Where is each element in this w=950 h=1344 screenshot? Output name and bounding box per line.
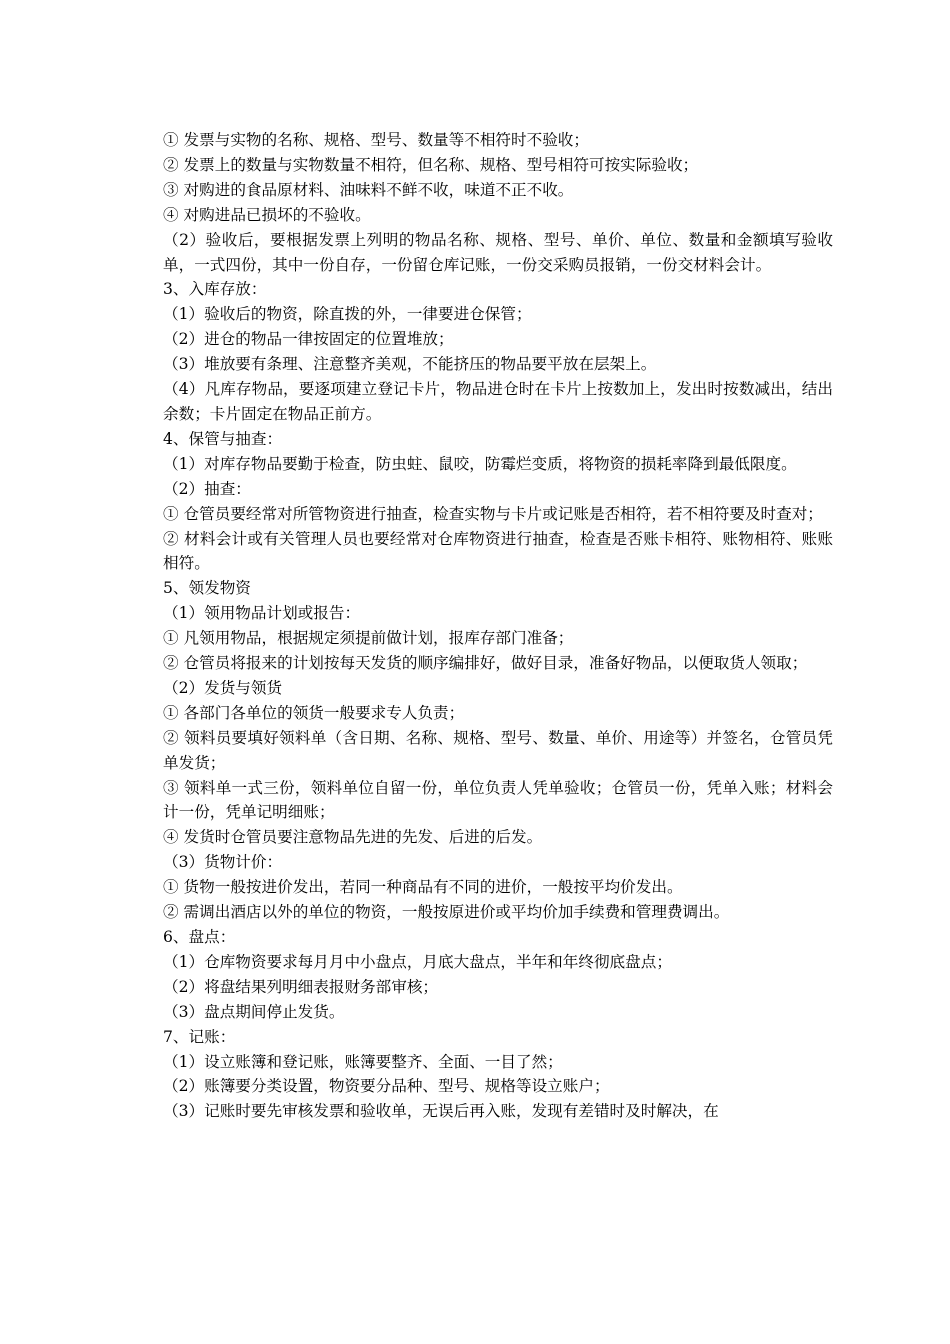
paragraph: ② 材料会计或有关管理人员也要经常对仓库物资进行抽查，检查是否账卡相符、账物相符、账账相符。 [163, 529, 833, 573]
paragraph: （2）账簿要分类设置，物资要分品种、型号、规格等设立账户； [163, 1077, 610, 1096]
paragraph: （1）仓库物资要求每月月中小盘点，月底大盘点，半年和年终彻底盘点； [163, 952, 672, 971]
section-heading: 6、盘点： [163, 928, 236, 946]
paragraph: （3）货物计价： [163, 853, 283, 872]
section-heading: 4、保管与抽查： [163, 429, 283, 448]
paragraph: ② 需调出酒店以外的单位的物资，一般按原进价或平均价加手续费和管理费调出。 [163, 903, 730, 922]
section-heading: 3、入库存放： [163, 280, 267, 299]
paragraph: ④ 对购进品已损坏的不验收。 [163, 205, 371, 224]
paragraph: （2）验收后，要根据发票上列明的物品名称、规格、型号、单价、单位、数量和金额填写验收单，一式四份，其中一份自存，一份留仓库记账，一份交采购员报销，一份交材料会计。 [163, 230, 833, 274]
paragraph: （4）凡库存物品，要逐项建立登记卡片，物品进仓时在卡片上按数加上，发出时按数减出，结出余数；卡片固定在物品正前方。 [163, 380, 833, 423]
paragraph: ② 领料员要填好领料单（含日期、名称、规格、型号、数量、单价、用途等）并签名，仓管员凭单发货； [163, 728, 833, 772]
paragraph: ② 仓管员将报来的计划按每天发货的顺序编排好，做好目录，准备好物品，以便取货人领取； [163, 654, 808, 673]
paragraph: （3）盘点期间停止发货。 [163, 1002, 345, 1021]
paragraph: ③ 领料单一式三份，领料单位自留一份，单位负责人凭单验收；仓管员一份，凭单入账；材料会计一份，凭单记明细账； [163, 778, 833, 822]
paragraph: ② 发票上的数量与实物数量不相符，但名称、规格、型号相符可按实际验收； [163, 155, 699, 174]
paragraph: （2）将盘结果列明细表报财务部审核； [163, 977, 439, 996]
paragraph: ① 凡领用物品，根据规定须提前做计划，报库存部门准备； [163, 629, 574, 648]
paragraph: （2）进仓的物品一律按固定的位置堆放； [163, 330, 454, 349]
paragraph: （1）验收后的物资，除直拨的外，一律要进仓保管； [163, 305, 532, 324]
paragraph: （1）对库存物品要勤于检查，防虫蛀、鼠咬，防霉烂变质，将物资的损耗率降到最低限度。 [163, 454, 797, 473]
paragraph: ④ 发货时仓管员要注意物品先进的先发、后进的后发。 [163, 828, 543, 847]
paragraph: ① 各部门各单位的领货一般要求专人负责； [163, 703, 465, 722]
paragraph: （2）抽查： [163, 479, 251, 498]
paragraph: ① 仓管员要经常对所管物资进行抽查，检查实物与卡片或记账是否相符，若不相符要及时查对； [163, 504, 823, 523]
section-heading: 7、记账： [163, 1027, 236, 1046]
paragraph: （2）发货与领货 [163, 678, 283, 697]
paragraph: ① 发票与实物的名称、规格、型号、数量等不相符时不验收； [163, 131, 589, 149]
paragraph: （1）设立账簿和登记账，账簿要整齐、全面、一目了然； [163, 1052, 563, 1071]
section-heading: 5、领发物资 [163, 579, 251, 598]
paragraph: （1）领用物品计划或报告： [163, 604, 361, 623]
paragraph: （3）记账时要先审核发票和验收单，无误后再入账，发现有差错时及时解决，在 [163, 1102, 719, 1121]
paragraph: ① 货物一般按进价发出，若同一种商品有不同的进价，一般按平均价发出。 [163, 878, 683, 897]
paragraph: （3）堆放要有条理、注意整齐美观，不能挤压的物品要平放在层架上。 [163, 355, 657, 374]
document-page [163, 128, 833, 1124]
paragraph: ③ 对购进的食品原材料、油味料不鲜不收，味道不正不收。 [163, 180, 574, 199]
